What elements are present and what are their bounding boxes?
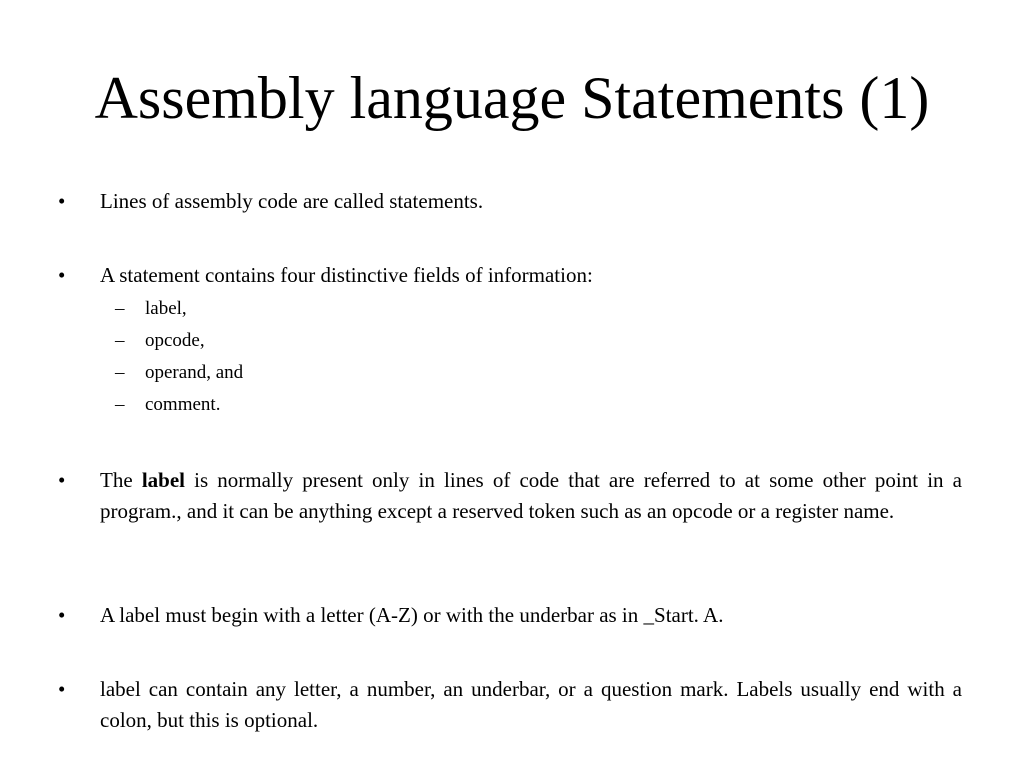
sub-marker: –: [115, 394, 125, 415]
sub-item: [115, 361, 244, 385]
sub-marker: –: [115, 330, 125, 351]
sub-marker: –: [115, 362, 125, 383]
bullet-marker: •: [58, 603, 66, 627]
bullet-text: [100, 465, 962, 527]
bullet-text-rest: is normally present only in lines of code that are referred to at some other point in a program., and it can be anything except a reserved token such as an opcode or a register name.: [100, 468, 963, 523]
sub-item-text: label,: [145, 298, 187, 319]
bullet-text-lead: The: [100, 468, 142, 492]
sub-item: [115, 297, 187, 321]
sub-marker: –: [115, 298, 125, 319]
bullet-item: [58, 674, 962, 736]
slide-title: Assembly language Statements (1): [94, 65, 930, 131]
bullet-item: [58, 600, 962, 631]
sub-item-text: operand, and: [145, 362, 244, 383]
bullet-marker: •: [58, 677, 66, 701]
bullet-text: A label must begin with a letter (A-Z) or with the underbar as in _Start. A.: [100, 603, 724, 627]
bullet-item: [58, 465, 963, 527]
bullet-item: [58, 186, 962, 217]
bullet-marker: •: [58, 263, 66, 287]
sub-item-text: comment.: [145, 394, 221, 415]
bullet-text: label can contain any letter, a number, an underbar, or a question mark. Labels usually end with a colon, but this is optional.: [100, 677, 962, 732]
bullet-marker: •: [58, 468, 66, 492]
sub-item: [115, 393, 221, 417]
bullet-text: A statement contains four distinctive fields of information:: [100, 263, 593, 287]
bold-term-label: label: [141, 468, 185, 492]
sub-item: [115, 329, 205, 353]
sub-item-text: opcode,: [145, 330, 205, 351]
bullet-marker: •: [58, 189, 66, 213]
bullet-item: [58, 260, 962, 291]
bullet-text: Lines of assembly code are called statements.: [100, 189, 484, 213]
